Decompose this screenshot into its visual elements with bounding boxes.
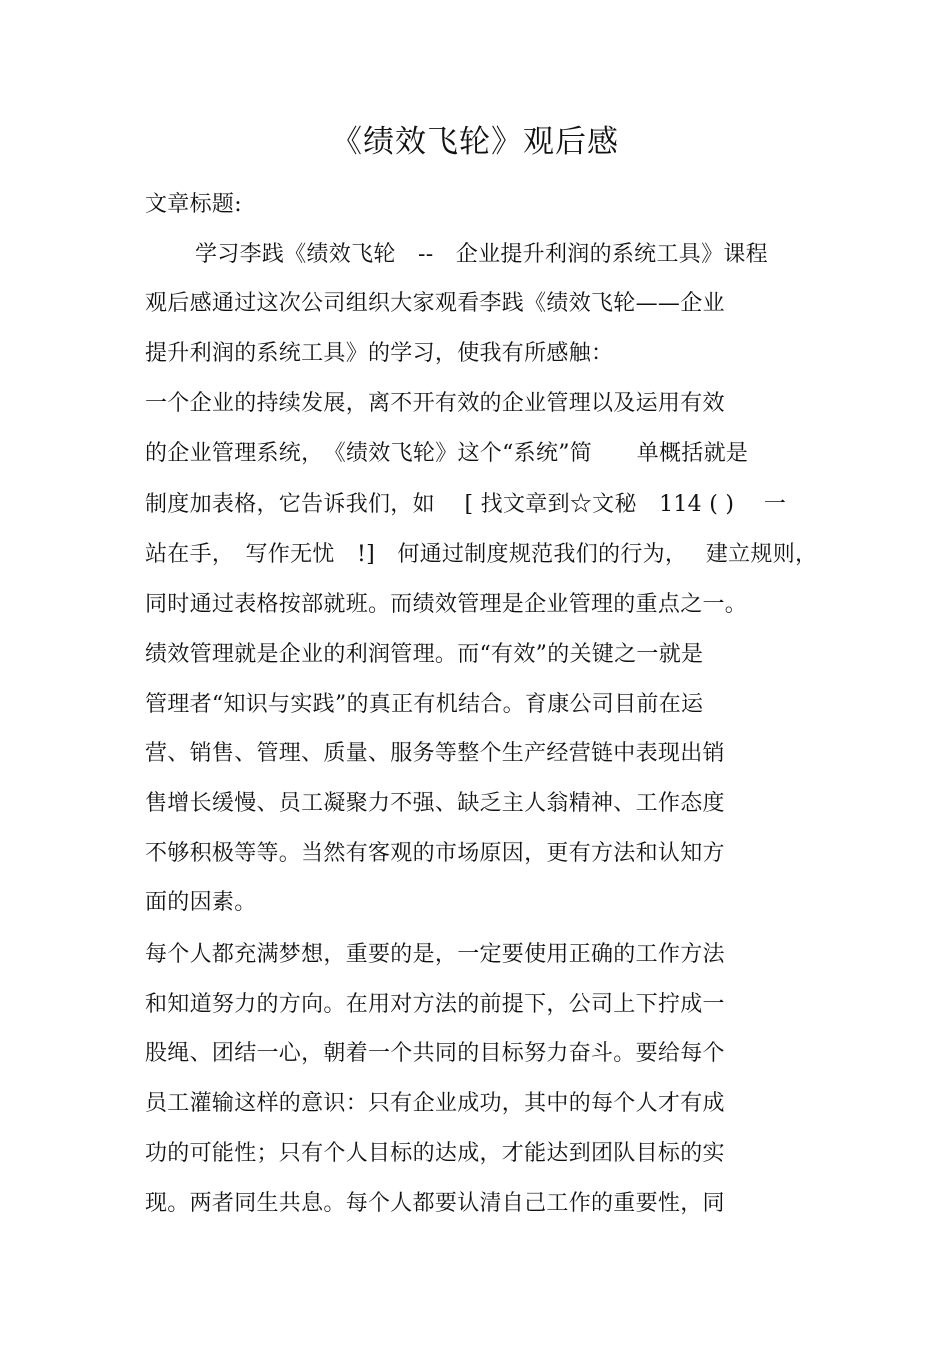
- paragraph-line: 不够积极等等。当然有客观的市场原因，更有方法和认知方: [145, 841, 725, 866]
- paragraph-line: 和知道努力的方向。在用对方法的前提下，公司上下拧成一: [145, 992, 725, 1017]
- paragraph-line: 绩效管理就是企业的利润管理。而“有效”的关键之一就是: [145, 642, 704, 667]
- paragraph-line: 一个企业的持续发展，离不开有效的企业管理以及运用有效: [145, 391, 725, 416]
- paragraph-line: 售增长缓慢、员工凝聚力不强、缺乏主人翁精神、工作态度: [145, 791, 725, 816]
- paragraph-line: 员工灌输这样的意识：只有企业成功，其中的每个人才有成: [145, 1091, 725, 1116]
- paragraph-line: 观后感通过这次公司组织大家观看李践《绩效飞轮——企业: [145, 291, 725, 316]
- paragraph-line: 面的因素。: [145, 890, 257, 915]
- paragraph-line: 管理者“知识与实践”的真正有机结合。育康公司目前在运: [145, 692, 704, 717]
- paragraph-line: 现。两者同生共息。每个人都要认清自己工作的重要性，同: [145, 1191, 725, 1216]
- paragraph-line: 提升利润的系统工具》的学习，使我有所感触：: [145, 341, 614, 366]
- paragraph-line: 站在手， 写作无忧 !] 何通过制度规范我们的行为， 建立规则，: [145, 542, 818, 567]
- paragraph-line: 功的可能性；只有个人目标的达成，才能达到团队目标的实: [145, 1141, 725, 1166]
- article-heading-label: 文章标题:: [145, 192, 242, 217]
- paragraph-line: 的企业管理系统， 《绩效飞轮》这个“系统”简 单概括就是: [145, 441, 749, 466]
- paragraph-line: 每个人都充满梦想，重要的是，一定要使用正确的工作方法: [145, 942, 725, 967]
- paragraph-line: 学习李践《绩效飞轮 -- 企业提升利润的系统工具》课程: [195, 242, 768, 267]
- paragraph-line: 制度加表格，它告诉我们，如 [ 找文章到☆文秘 114 ( ) 一: [145, 492, 787, 517]
- paragraph-line: 营、销售、管理、质量、服务等整个生产经营链中表现出销: [145, 741, 725, 766]
- paragraph-line: 股绳、团结一心，朝着一个共同的目标努力奋斗。要给每个: [145, 1041, 725, 1066]
- paragraph-line: 同时通过表格按部就班。而绩效管理是企业管理的重点之一。: [145, 592, 748, 617]
- document-title: 《绩效飞轮》观后感: [331, 124, 619, 160]
